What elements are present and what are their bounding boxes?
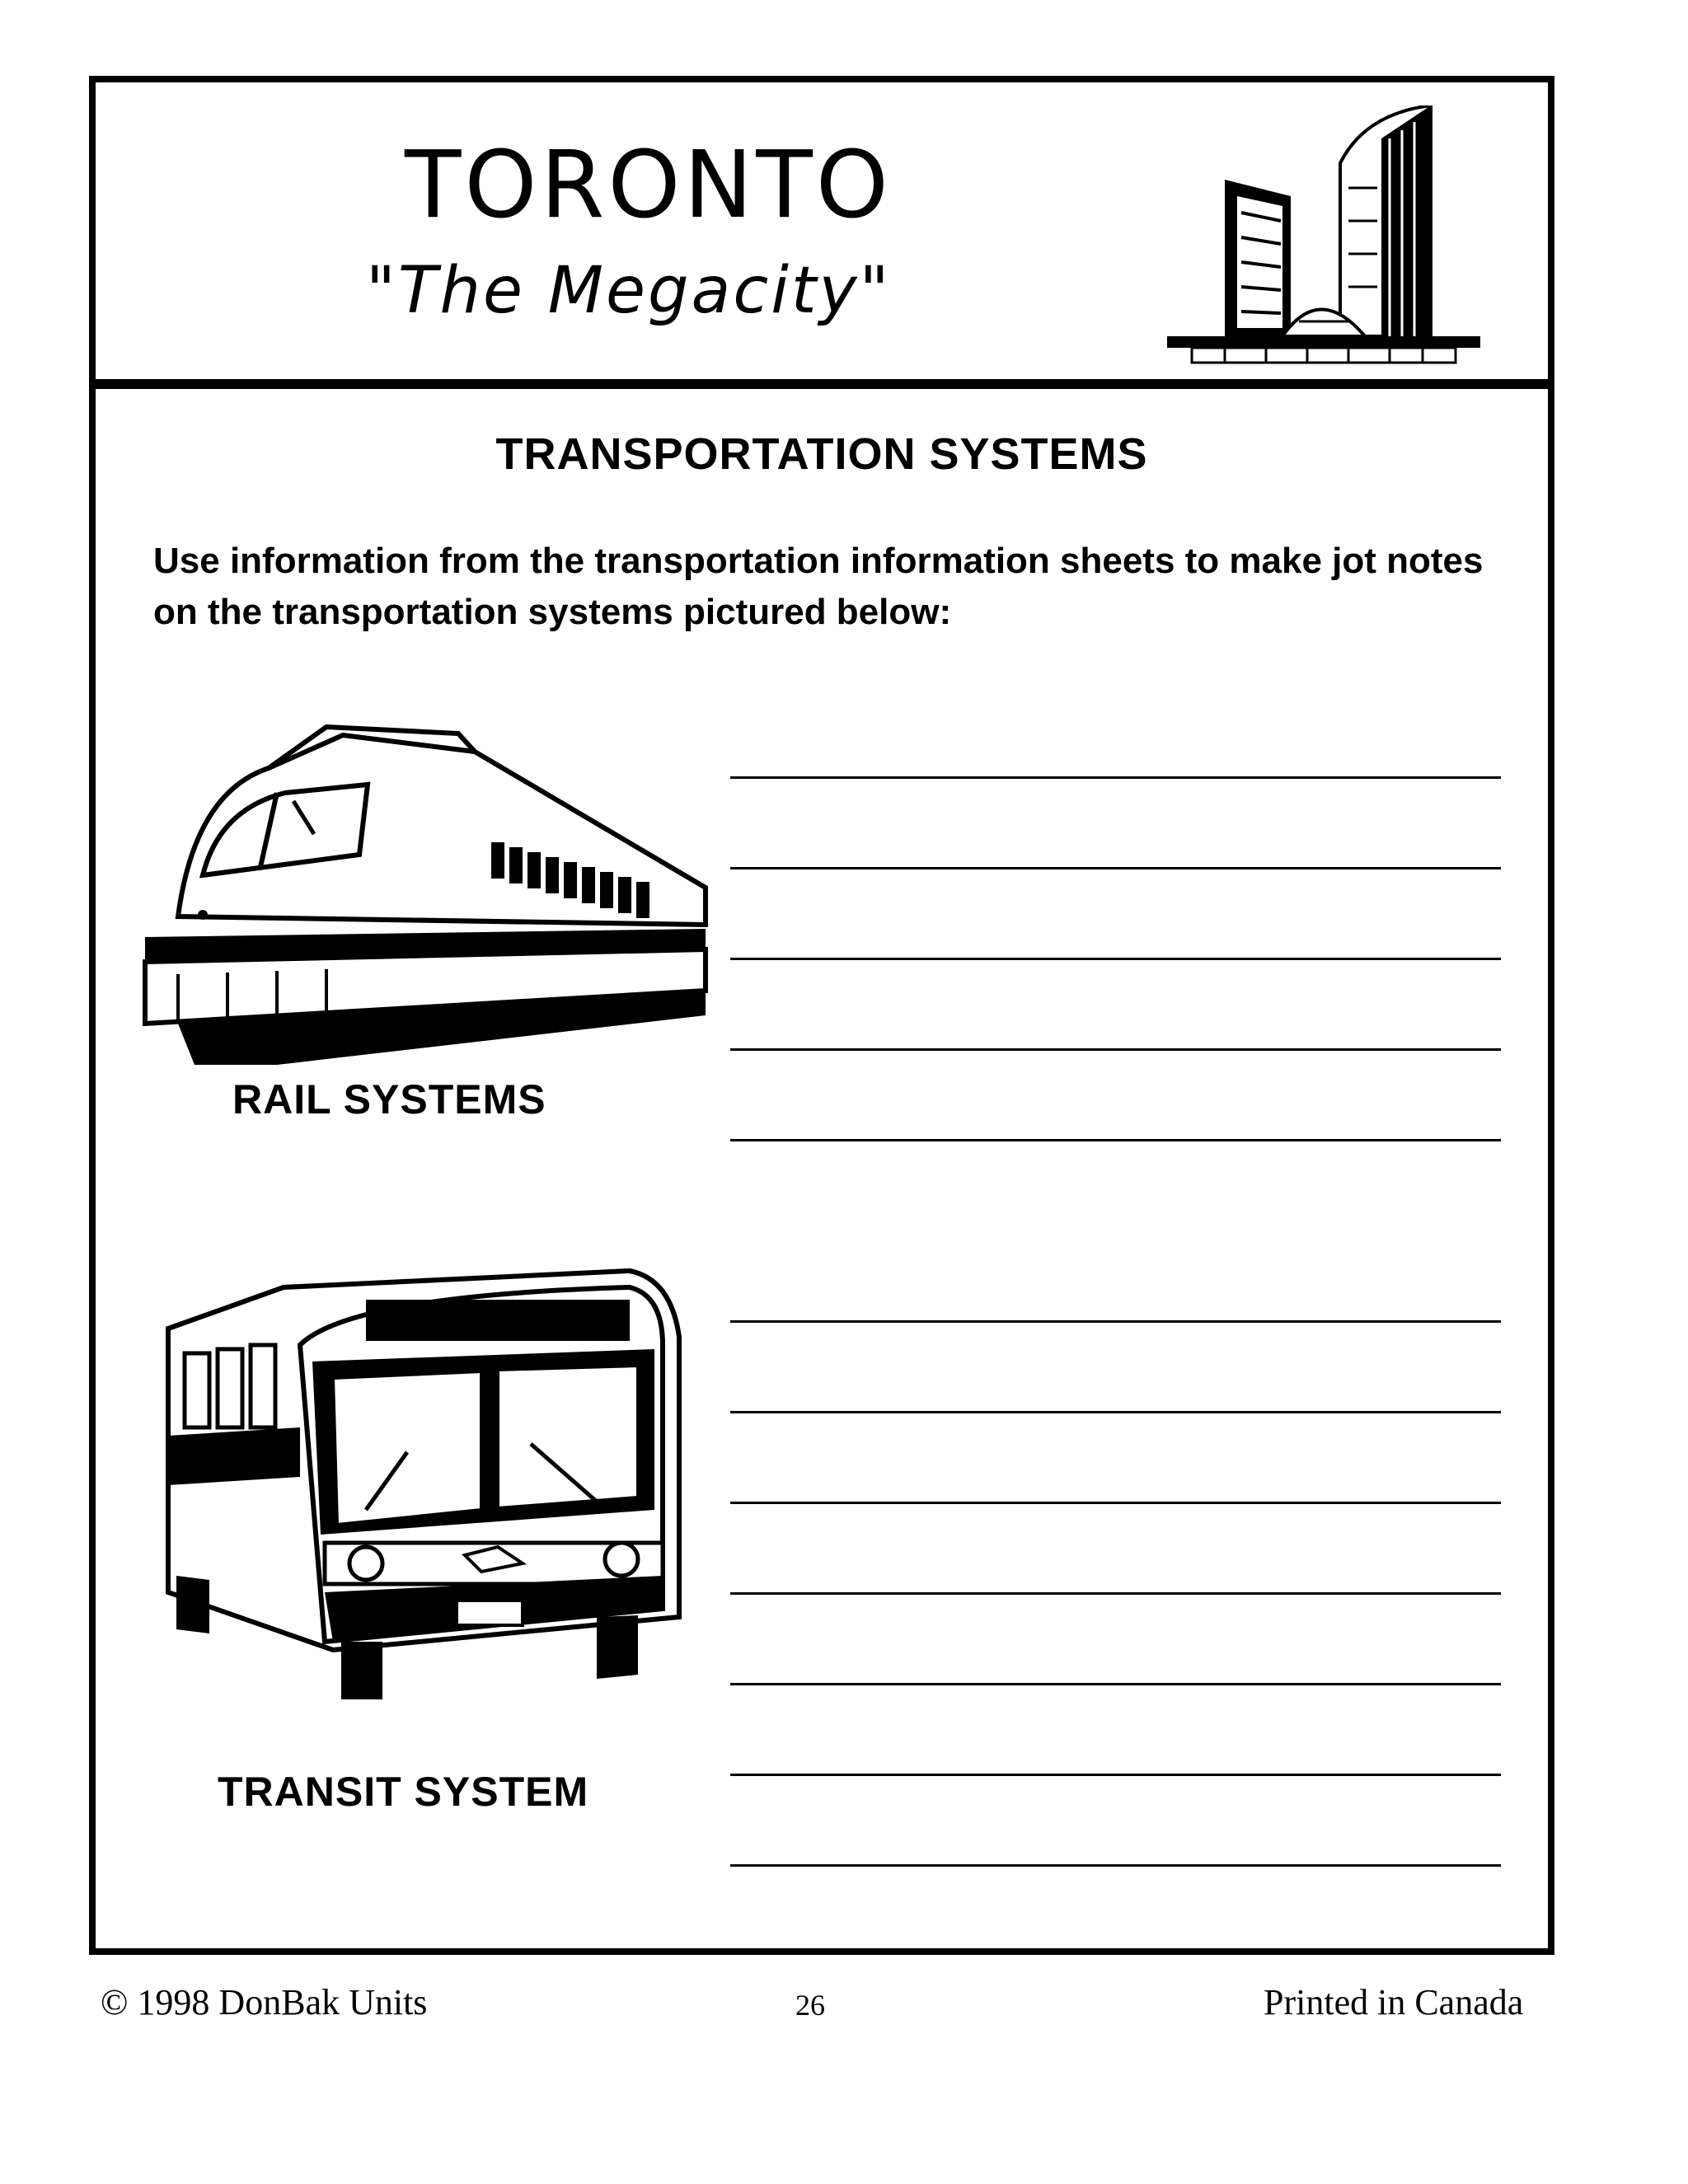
- transit-note-line[interactable]: [730, 1411, 1501, 1413]
- footer-copyright: © 1998 DonBak Units: [101, 1982, 428, 2022]
- train-icon: [129, 702, 722, 1114]
- city-hall-icon: [1159, 105, 1489, 369]
- instructions: Use information from the transportation information sheets to make jot notes on the transportation systems pictured below:: [153, 541, 1484, 632]
- transit-note-line[interactable]: [730, 1592, 1501, 1595]
- transit-note-line[interactable]: [730, 1320, 1501, 1323]
- page-subtitle: "The Megacity": [366, 254, 892, 328]
- footer-page-number: 26: [795, 1989, 825, 2022]
- worksheet-frame: [89, 76, 1554, 1955]
- page-title: TORONTO: [405, 132, 892, 239]
- transit-note-line[interactable]: [730, 1864, 1501, 1867]
- rail-note-line[interactable]: [730, 867, 1501, 869]
- rail-note-line[interactable]: [730, 958, 1501, 960]
- transit-system-caption: TRANSIT SYSTEM: [218, 1769, 589, 1815]
- transit-note-line[interactable]: [730, 1683, 1501, 1685]
- rail-note-line[interactable]: [730, 776, 1501, 779]
- transit-note-line[interactable]: [730, 1502, 1501, 1504]
- header-box: [96, 82, 1548, 389]
- rail-systems-caption: RAIL SYSTEMS: [232, 1076, 546, 1122]
- rail-note-line[interactable]: [730, 1139, 1501, 1141]
- transit-note-line[interactable]: [730, 1774, 1501, 1776]
- section-title: TRANSPORTATION SYSTEMS: [495, 429, 1148, 479]
- footer-printed: Printed in Canada: [1264, 1982, 1524, 2022]
- bus-icon: [135, 1263, 696, 1724]
- rail-note-line[interactable]: [730, 1048, 1501, 1051]
